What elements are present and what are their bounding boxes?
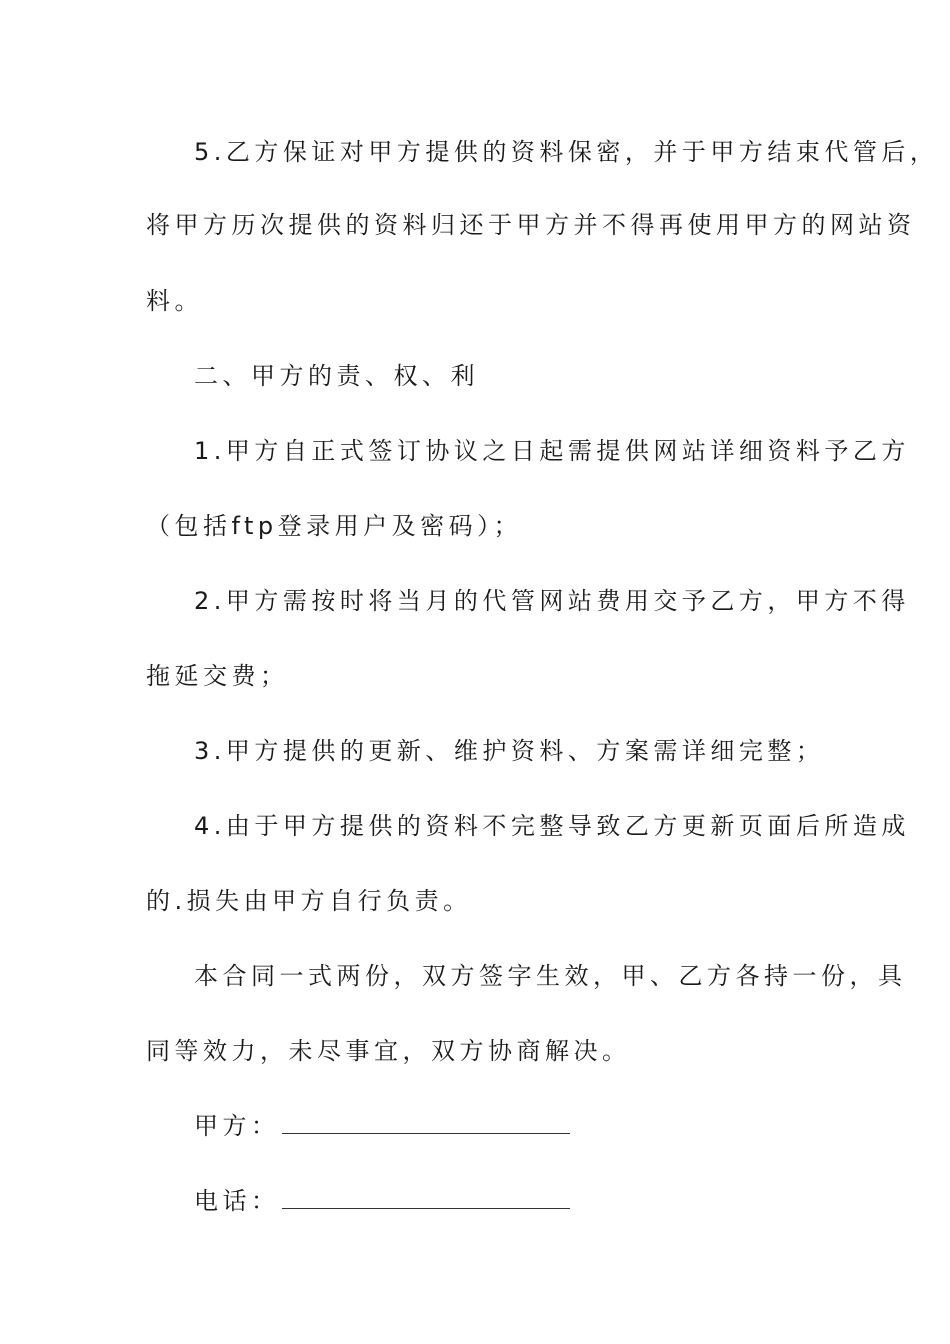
signature-label: 电话： bbox=[194, 1187, 280, 1215]
paragraph-line: 2.甲方需按时将当月的代管网站费用交予乙方，甲方不得 bbox=[194, 587, 910, 615]
paragraph-line: 将甲方历次提供的资料归还于甲方并不得再使用甲方的网站资 bbox=[146, 211, 916, 239]
paragraph-line: 4.由于甲方提供的资料不完整导致乙方更新页面后所造成 bbox=[194, 812, 910, 840]
paragraph-line: 的.损失由甲方自行负责。 bbox=[146, 887, 472, 915]
paragraph-line: 1.甲方自正式签订协议之日起需提供网站详细资料予乙方 bbox=[194, 437, 910, 465]
section-heading: 二、甲方的责、权、利 bbox=[194, 362, 479, 390]
signature-field-party-a bbox=[0, 1106, 950, 1146]
signature-blank-line bbox=[282, 1207, 570, 1209]
signature-field-phone bbox=[0, 1181, 950, 1221]
paragraph-line: 3.甲方提供的更新、维护资料、方案需详细完整； bbox=[194, 737, 825, 765]
signature-blank-line bbox=[282, 1132, 570, 1134]
paragraph-line: 拖延交费； bbox=[146, 662, 289, 690]
paragraph-line: 料。 bbox=[146, 287, 203, 315]
paragraph-line: 本合同一式两份，双方签字生效，甲、乙方各持一份，具 bbox=[194, 962, 907, 990]
paragraph-line: （包括ftp登录用户及密码）； bbox=[146, 512, 523, 540]
paragraph-line: 同等效力，未尽事宜，双方协商解决。 bbox=[146, 1037, 631, 1065]
signature-label: 甲方： bbox=[194, 1112, 280, 1140]
paragraph-line: 5.乙方保证对甲方提供的资料保密，并于甲方结束代管后， bbox=[194, 138, 939, 166]
